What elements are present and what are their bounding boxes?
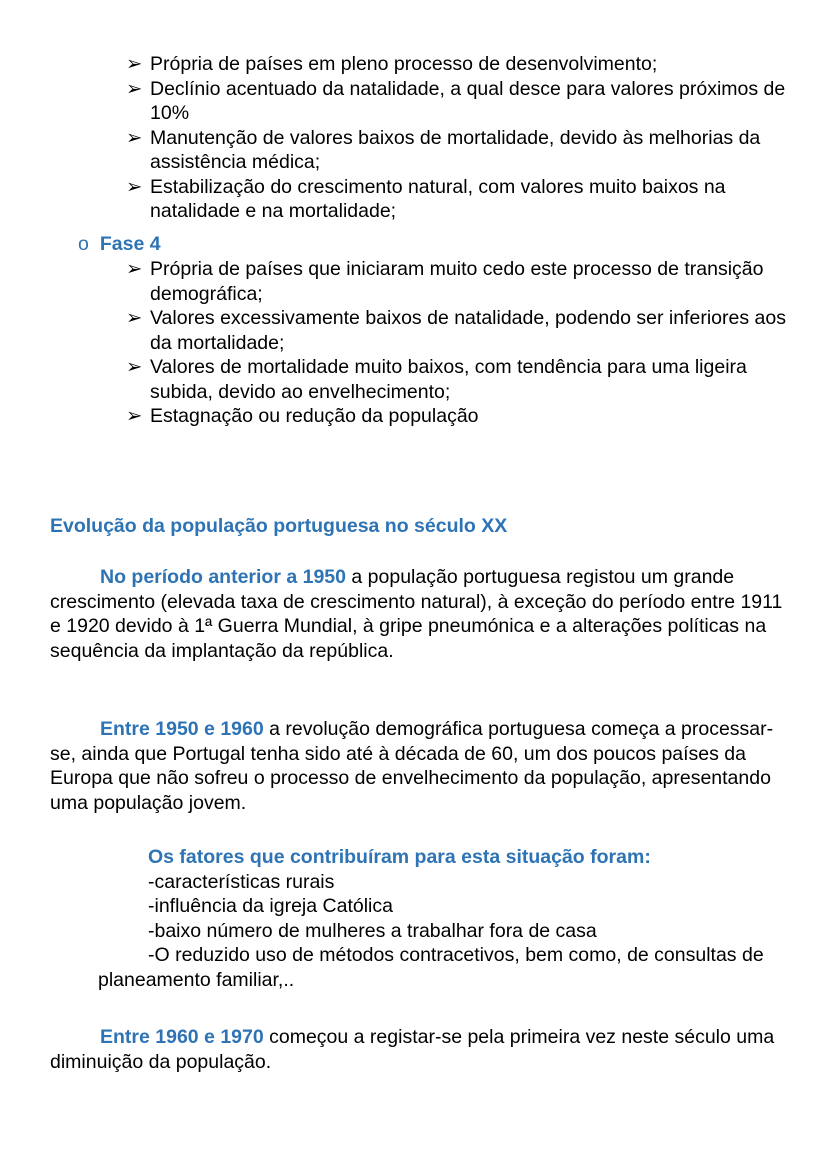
circle-bullet-icon: o (78, 233, 89, 255)
paragraph-lead: Entre 1950 e 1960 (100, 718, 264, 740)
paragraph-text: a revolução demográfica portuguesa começa a processar-se, ainda que Portugal tenha sido até à década de 60, um dos poucos países da Europa que não sofreu o processo de envelhecimento da população, apresentando uma população jovem. (50, 718, 774, 814)
list-item: -características rurais (148, 870, 335, 893)
paragraph-1960-1970 (50, 1025, 786, 1074)
arrow-bullet-icon: ➢ (126, 356, 143, 378)
arrow-bullet-icon: ➢ (126, 126, 143, 149)
list-item: ➢ Estabilização do crescimento natural, com valores muito baixos na natalidade e na mortalidade; (126, 175, 726, 222)
paragraph-lead: No período anterior a 1950 (100, 566, 346, 588)
list-item: ➢ Valores excessivamente baixos de natalidade, podendo ser inferiores aos da mortalidade; (126, 307, 786, 354)
arrow-bullet-icon: ➢ (126, 53, 143, 75)
list-item: -influência da igreja Católica (148, 895, 393, 917)
fase4-bullet-list (126, 257, 796, 429)
arrow-bullet-icon: ➢ (126, 258, 143, 280)
factors-block (98, 845, 788, 992)
list-item: ➢ Manutenção de valores baixos de mortalidade, devido às melhorias da assistência médica; (126, 126, 761, 173)
list-item: ➢ Declínio acentuado da natalidade, a qual desce para valores próximos de 10% (126, 77, 786, 124)
section-title: Evolução da população portuguesa no século XX (50, 515, 508, 537)
list-item: -baixo número de mulheres a trabalhar fora de casa (148, 919, 597, 942)
paragraph-before-1950 (50, 565, 786, 663)
paragraph-lead: Entre 1960 e 1970 (100, 1026, 264, 1048)
paragraph-text: a população portuguesa registou um grande crescimento (elevada taxa de crescimento natural), à exceção do período entre 1911 e 1920 devido à 1ª Guerra Mundial, à gripe pneumónica e a alterações políticas na sequência da implantação da república. (50, 566, 783, 662)
list-item: ➢ Valores de mortalidade muito baixos, com tendência para uma ligeira subida, devido ao envelhecimento; (126, 356, 747, 403)
list-item: -O reduzido uso de métodos contracetivos, bem como, de consultas de planeamento familiar,.. (98, 944, 764, 991)
list-item: ➢ Própria de países que iniciaram muito cedo este processo de transição demográfica; (126, 258, 764, 305)
list-item: ➢ Estagnação ou redução da população (126, 405, 479, 427)
factors-title: Os fatores que contribuíram para esta situação foram: (148, 846, 651, 868)
paragraph-1950-1960 (50, 717, 786, 815)
arrow-bullet-icon: ➢ (126, 77, 143, 100)
arrow-bullet-icon: ➢ (126, 405, 143, 427)
list-item: ➢ Própria de países em pleno processo de desenvolvimento; (126, 53, 658, 75)
arrow-bullet-icon: ➢ (126, 175, 143, 198)
paragraph-text: começou a registar-se pela primeira vez neste século uma diminuição da população. (50, 1026, 775, 1073)
arrow-bullet-icon: ➢ (126, 307, 143, 329)
fase3-bullet-list (126, 52, 796, 224)
fase-4-heading: o Fase 4 (78, 233, 161, 255)
